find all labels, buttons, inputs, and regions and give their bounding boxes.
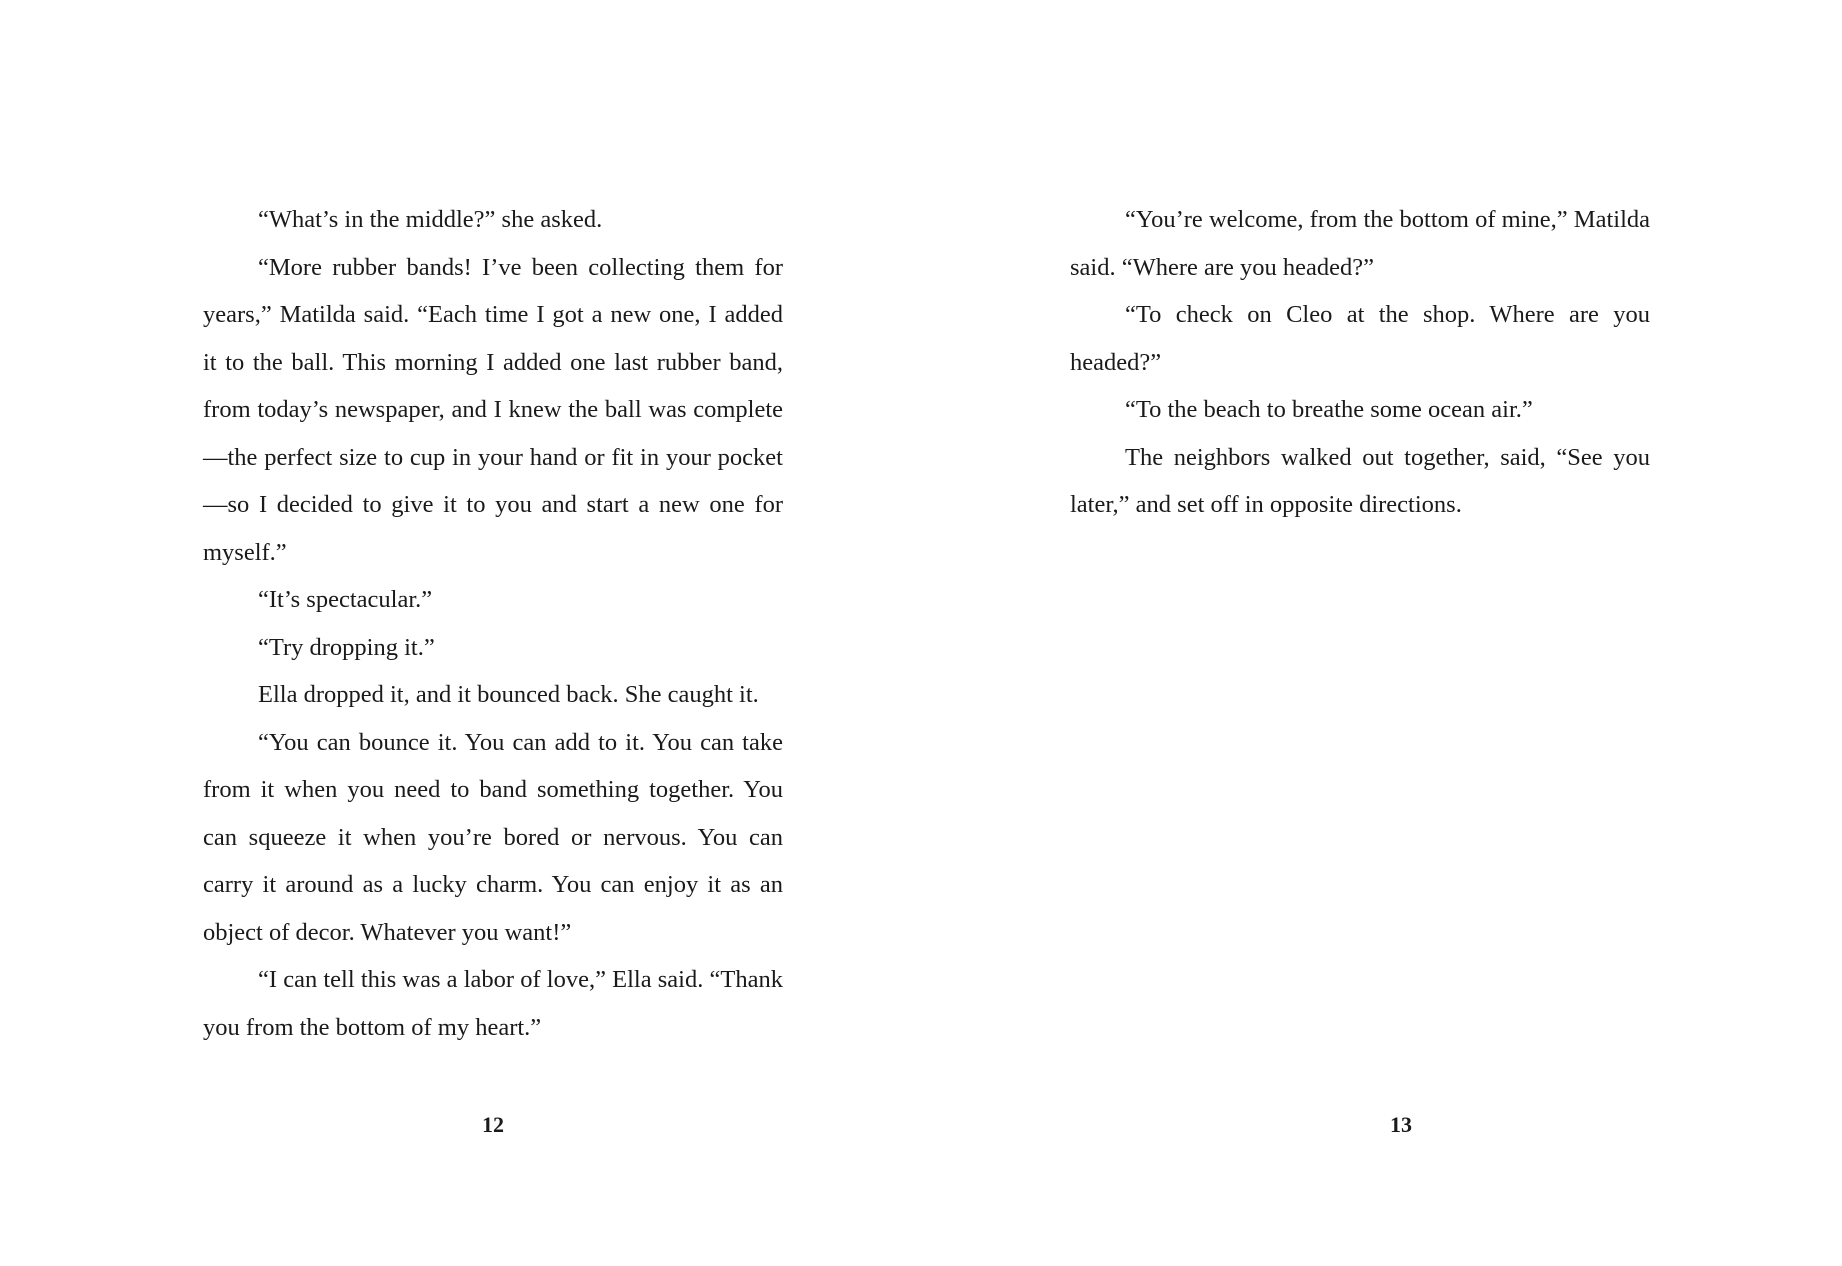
left-page-body [203,196,783,1051]
paragraph: “I can tell this was a labor of love,” Ella said. “Thank you from the bottom of my heart.” [203,966,783,1041]
right-page [921,0,1842,1266]
paragraph: “You’re welcome, from the bottom of mine,” Matilda said. “Where are you headed?” [1070,206,1650,281]
paragraph: “To the beach to breathe some ocean air.” [1125,396,1533,423]
right-page-body [1070,196,1650,529]
paragraph: “What’s in the middle?” she asked. [258,206,603,233]
paragraph: Ella dropped it, and it bounced back. She caught it. [258,681,759,708]
paragraph: “It’s spectacular.” [258,586,433,613]
paragraph: “To check on Cleo at the shop. Where are you headed?” [1070,301,1650,376]
page-number: 13 [1390,1112,1412,1137]
paragraph: “You can bounce it. You can add to it. You can take from it when you need to band something together. You can squeeze it when you’re bored or nervous. You can carry it around as a lucky charm. You can enjoy it as an object of decor. Whatever you want!” [203,728,783,946]
paragraph: The neighbors walked out together, said, “See you later,” and set off in opposite directions. [1070,443,1650,518]
paragraph: “Try dropping it.” [258,633,435,661]
page-number: 12 [482,1112,504,1137]
paragraph: “More rubber bands! I’ve been collecting them for years,” Matilda said. “Each time I got a new one, I added it to the ball. This morning I added one last rubber band, from today’s newspaper, and I knew the ball was complete—the perfect size to cup in your hand or fit in your pocket—so I decided to give it to you and start a new one for myself.” [203,253,783,566]
